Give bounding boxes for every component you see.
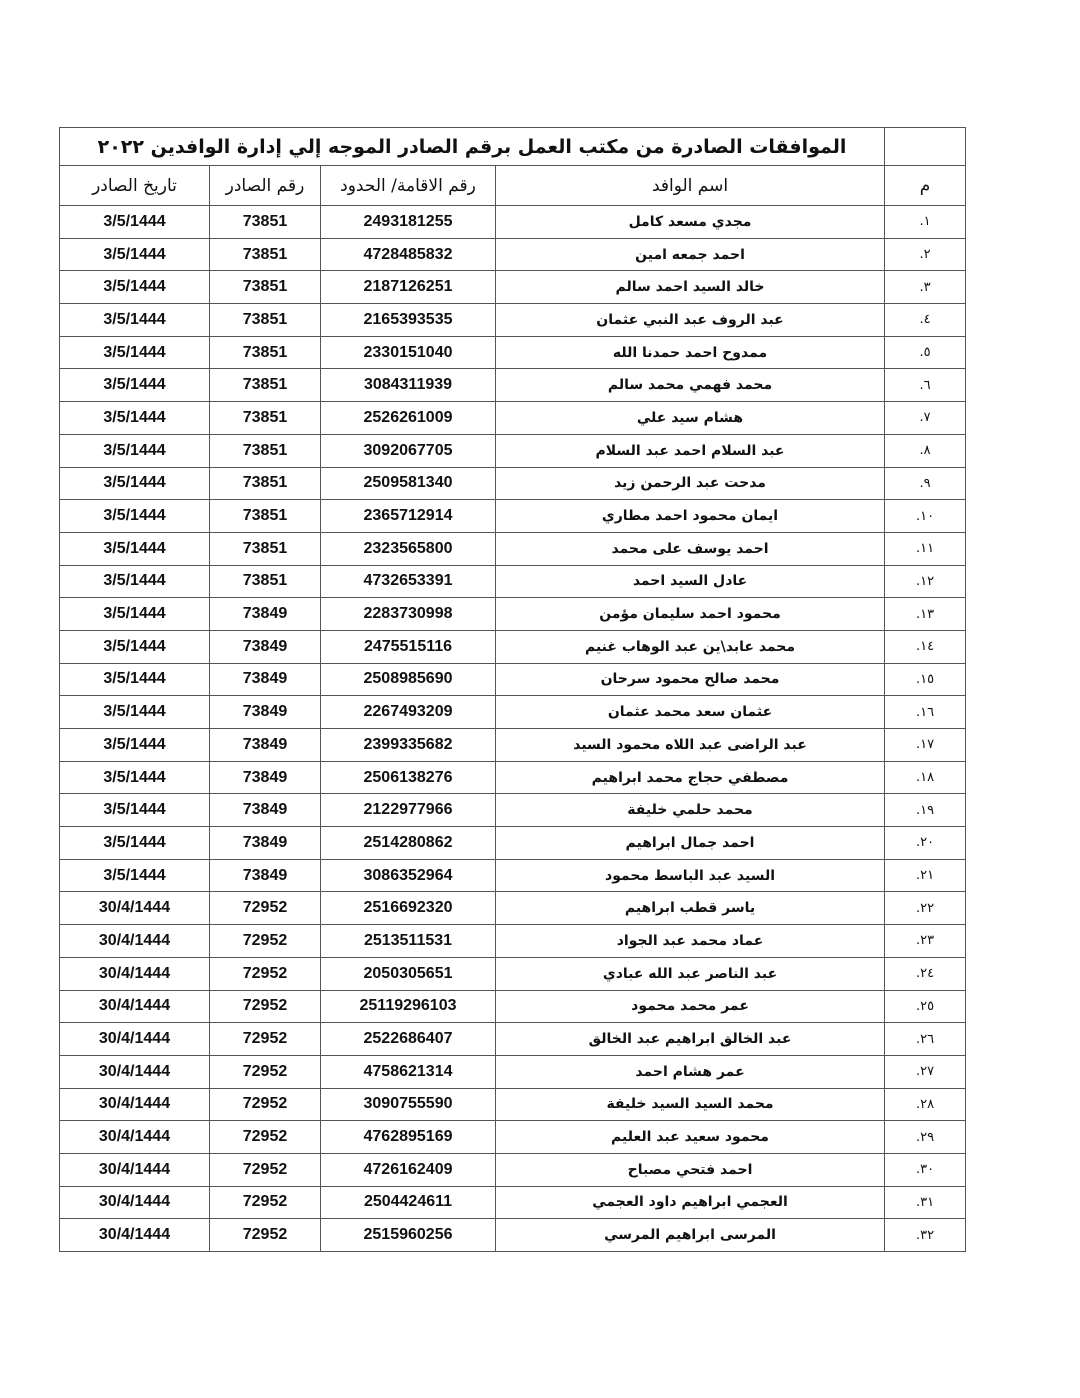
table-row xyxy=(60,467,966,500)
residence-id-cell: 2365712914 xyxy=(321,500,496,533)
table-row xyxy=(60,598,966,631)
header-residence-id: رقم الاقامة/ الحدود xyxy=(321,166,496,206)
residence-id-cell: 2475515116 xyxy=(321,630,496,663)
name-cell: احمد يوسف على محمد xyxy=(496,532,885,565)
table-row xyxy=(60,336,966,369)
index-cell: ٢٤. xyxy=(885,957,966,990)
residence-id-cell: 2506138276 xyxy=(321,761,496,794)
index-cell: ٣٢. xyxy=(885,1219,966,1252)
residence-id-cell: 2165393535 xyxy=(321,304,496,337)
name-cell: خالد السيد احمد سالم xyxy=(496,271,885,304)
table-row xyxy=(60,238,966,271)
name-cell: المرسى ابراهيم المرسي xyxy=(496,1219,885,1252)
issue-number-cell: 73851 xyxy=(210,238,321,271)
index-cell: ١٠. xyxy=(885,500,966,533)
index-cell: ٢٧. xyxy=(885,1055,966,1088)
residence-id-cell: 2516692320 xyxy=(321,892,496,925)
residence-id-cell: 3084311939 xyxy=(321,369,496,402)
name-cell: عمر هشام احمد xyxy=(496,1055,885,1088)
issue-number-cell: 73849 xyxy=(210,696,321,729)
name-cell: مجدي مسعد كامل xyxy=(496,206,885,239)
date-cell: 3/5/1444 xyxy=(60,565,210,598)
index-cell: ٢٢. xyxy=(885,892,966,925)
residence-id-cell: 2515960256 xyxy=(321,1219,496,1252)
approvals-table xyxy=(59,127,966,1252)
name-cell: مدحت عبد الرحمن زيد xyxy=(496,467,885,500)
issue-number-cell: 72952 xyxy=(210,892,321,925)
issue-number-cell: 72952 xyxy=(210,1186,321,1219)
issue-number-cell: 72952 xyxy=(210,1121,321,1154)
index-cell: ١. xyxy=(885,206,966,239)
index-cell: ١٤. xyxy=(885,630,966,663)
name-cell: محمد عابد\ين عبد الوهاب غنيم xyxy=(496,630,885,663)
residence-id-cell: 3086352964 xyxy=(321,859,496,892)
residence-id-cell: 2050305651 xyxy=(321,957,496,990)
date-cell: 30/4/1444 xyxy=(60,990,210,1023)
index-cell: ٢١. xyxy=(885,859,966,892)
table-row xyxy=(60,304,966,337)
residence-id-cell: 3092067705 xyxy=(321,434,496,467)
table-row xyxy=(60,532,966,565)
residence-id-cell: 4758621314 xyxy=(321,1055,496,1088)
name-cell: محمود احمد سليمان مؤمن xyxy=(496,598,885,631)
name-cell: عبد الراضى عبد اللاه محمود السيد xyxy=(496,729,885,762)
index-cell: ١٨. xyxy=(885,761,966,794)
index-cell: ٤. xyxy=(885,304,966,337)
issue-number-cell: 73851 xyxy=(210,336,321,369)
residence-id-cell: 3090755590 xyxy=(321,1088,496,1121)
date-cell: 3/5/1444 xyxy=(60,663,210,696)
date-cell: 3/5/1444 xyxy=(60,598,210,631)
name-cell: عماد محمد عبد الجواد xyxy=(496,925,885,958)
date-cell: 30/4/1444 xyxy=(60,925,210,958)
table-row xyxy=(60,696,966,729)
index-cell: ٣. xyxy=(885,271,966,304)
residence-id-cell: 2513511531 xyxy=(321,925,496,958)
issue-number-cell: 72952 xyxy=(210,1023,321,1056)
issue-number-cell: 72952 xyxy=(210,1219,321,1252)
index-cell: ٢٨. xyxy=(885,1088,966,1121)
name-cell: عثمان سعد محمد عثمان xyxy=(496,696,885,729)
name-cell: احمد جمعه امين xyxy=(496,238,885,271)
residence-id-cell: 4762895169 xyxy=(321,1121,496,1154)
issue-number-cell: 73849 xyxy=(210,827,321,860)
index-cell: ١٩. xyxy=(885,794,966,827)
index-cell: ١٥. xyxy=(885,663,966,696)
table-row xyxy=(60,859,966,892)
issue-number-cell: 73849 xyxy=(210,630,321,663)
issue-number-cell: 73851 xyxy=(210,271,321,304)
index-cell: ٢٩. xyxy=(885,1121,966,1154)
issue-number-cell: 73851 xyxy=(210,402,321,435)
issue-number-cell: 73849 xyxy=(210,663,321,696)
name-cell: محمد فهمي محمد سالم xyxy=(496,369,885,402)
date-cell: 3/5/1444 xyxy=(60,729,210,762)
name-cell: محمد السيد السيد خليفة xyxy=(496,1088,885,1121)
table-row xyxy=(60,1153,966,1186)
residence-id-cell: 2187126251 xyxy=(321,271,496,304)
index-cell: ١٧. xyxy=(885,729,966,762)
date-cell: 30/4/1444 xyxy=(60,1023,210,1056)
date-cell: 30/4/1444 xyxy=(60,892,210,925)
date-cell: 3/5/1444 xyxy=(60,369,210,402)
table-row xyxy=(60,892,966,925)
residence-id-cell: 2122977966 xyxy=(321,794,496,827)
name-cell: محمد حلمي خليفة xyxy=(496,794,885,827)
issue-number-cell: 72952 xyxy=(210,990,321,1023)
residence-id-cell: 2330151040 xyxy=(321,336,496,369)
name-cell: مصطفي حجاج محمد ابراهيم xyxy=(496,761,885,794)
date-cell: 30/4/1444 xyxy=(60,1186,210,1219)
issue-number-cell: 73851 xyxy=(210,500,321,533)
residence-id-cell: 2267493209 xyxy=(321,696,496,729)
header-index: م xyxy=(885,166,966,206)
table-row xyxy=(60,663,966,696)
name-cell: العجمي ابراهيم داود العجمي xyxy=(496,1186,885,1219)
index-cell: ٦. xyxy=(885,369,966,402)
residence-id-cell: 2509581340 xyxy=(321,467,496,500)
date-cell: 3/5/1444 xyxy=(60,696,210,729)
table-row xyxy=(60,827,966,860)
name-cell: عبد الخالق ابراهيم عبد الخالق xyxy=(496,1023,885,1056)
residence-id-cell: 2493181255 xyxy=(321,206,496,239)
issue-number-cell: 73851 xyxy=(210,369,321,402)
date-cell: 3/5/1444 xyxy=(60,761,210,794)
table-row xyxy=(60,1023,966,1056)
issue-number-cell: 73851 xyxy=(210,565,321,598)
date-cell: 3/5/1444 xyxy=(60,859,210,892)
table-row xyxy=(60,1055,966,1088)
table-row xyxy=(60,402,966,435)
residence-id-cell: 2399335682 xyxy=(321,729,496,762)
title-empty-cell xyxy=(885,128,966,166)
date-cell: 3/5/1444 xyxy=(60,630,210,663)
issue-number-cell: 72952 xyxy=(210,1055,321,1088)
index-cell: ١١. xyxy=(885,532,966,565)
header-date: تاريخ الصادر xyxy=(60,166,210,206)
name-cell: احمد جمال ابراهيم xyxy=(496,827,885,860)
table-row xyxy=(60,630,966,663)
issue-number-cell: 73851 xyxy=(210,467,321,500)
index-cell: ٩. xyxy=(885,467,966,500)
date-cell: 3/5/1444 xyxy=(60,336,210,369)
residence-id-cell: 2514280862 xyxy=(321,827,496,860)
residence-id-cell: 2504424611 xyxy=(321,1186,496,1219)
document-title: الموافقات الصادرة من مكتب العمل برقم الصادر الموجه إلي إدارة الوافدين ٢٠٢٢ xyxy=(60,128,885,166)
issue-number-cell: 72952 xyxy=(210,1153,321,1186)
table-row xyxy=(60,271,966,304)
name-cell: ايمان محمود احمد مطاري xyxy=(496,500,885,533)
index-cell: ٢٠. xyxy=(885,827,966,860)
name-cell: محمد صالح محمود سرحان xyxy=(496,663,885,696)
table-row xyxy=(60,729,966,762)
date-cell: 3/5/1444 xyxy=(60,467,210,500)
issue-number-cell: 73849 xyxy=(210,729,321,762)
title-row xyxy=(60,128,966,166)
issue-number-cell: 72952 xyxy=(210,957,321,990)
date-cell: 3/5/1444 xyxy=(60,500,210,533)
issue-number-cell: 73849 xyxy=(210,794,321,827)
table-row xyxy=(60,1219,966,1252)
residence-id-cell: 2323565800 xyxy=(321,532,496,565)
table-row xyxy=(60,565,966,598)
name-cell: محمود سعيد عبد العليم xyxy=(496,1121,885,1154)
issue-number-cell: 73849 xyxy=(210,761,321,794)
table-row xyxy=(60,794,966,827)
header-name: اسم الوافد xyxy=(496,166,885,206)
index-cell: ٢٥. xyxy=(885,990,966,1023)
index-cell: ٣٠. xyxy=(885,1153,966,1186)
index-cell: ٨. xyxy=(885,434,966,467)
index-cell: ٣١. xyxy=(885,1186,966,1219)
issue-number-cell: 72952 xyxy=(210,1088,321,1121)
name-cell: ياسر قطب ابراهيم xyxy=(496,892,885,925)
name-cell: عبد الروف عبد النبي عثمان xyxy=(496,304,885,337)
issue-number-cell: 73851 xyxy=(210,304,321,337)
table-row xyxy=(60,434,966,467)
index-cell: ١٦. xyxy=(885,696,966,729)
issue-number-cell: 73849 xyxy=(210,598,321,631)
issue-number-cell: 72952 xyxy=(210,925,321,958)
table-row xyxy=(60,500,966,533)
residence-id-cell: 2522686407 xyxy=(321,1023,496,1056)
name-cell: عادل السيد احمد xyxy=(496,565,885,598)
issue-number-cell: 73851 xyxy=(210,532,321,565)
issue-number-cell: 73851 xyxy=(210,206,321,239)
index-cell: ٧. xyxy=(885,402,966,435)
date-cell: 3/5/1444 xyxy=(60,304,210,337)
date-cell: 30/4/1444 xyxy=(60,1121,210,1154)
index-cell: ٥. xyxy=(885,336,966,369)
date-cell: 3/5/1444 xyxy=(60,827,210,860)
date-cell: 30/4/1444 xyxy=(60,1055,210,1088)
table-row xyxy=(60,1121,966,1154)
table-row xyxy=(60,1088,966,1121)
issue-number-cell: 73849 xyxy=(210,859,321,892)
header-issue-number: رقم الصادر xyxy=(210,166,321,206)
name-cell: هشام سيد علي xyxy=(496,402,885,435)
date-cell: 3/5/1444 xyxy=(60,402,210,435)
name-cell: السيد عبد الباسط محمود xyxy=(496,859,885,892)
date-cell: 3/5/1444 xyxy=(60,434,210,467)
date-cell: 30/4/1444 xyxy=(60,1088,210,1121)
date-cell: 3/5/1444 xyxy=(60,271,210,304)
residence-id-cell: 2508985690 xyxy=(321,663,496,696)
residence-id-cell: 2526261009 xyxy=(321,402,496,435)
index-cell: ١٢. xyxy=(885,565,966,598)
date-cell: 30/4/1444 xyxy=(60,957,210,990)
name-cell: عبد السلام احمد عبد السلام xyxy=(496,434,885,467)
residence-id-cell: 4726162409 xyxy=(321,1153,496,1186)
table-row xyxy=(60,761,966,794)
name-cell: ممدوح احمد حمدنا الله xyxy=(496,336,885,369)
date-cell: 30/4/1444 xyxy=(60,1219,210,1252)
date-cell: 3/5/1444 xyxy=(60,238,210,271)
table-row xyxy=(60,925,966,958)
index-cell: ٢٣. xyxy=(885,925,966,958)
residence-id-cell: 2283730998 xyxy=(321,598,496,631)
residence-id-cell: 4732653391 xyxy=(321,565,496,598)
table-row xyxy=(60,206,966,239)
index-cell: ١٣. xyxy=(885,598,966,631)
date-cell: 3/5/1444 xyxy=(60,794,210,827)
name-cell: عمر محمد محمود xyxy=(496,990,885,1023)
index-cell: ٢. xyxy=(885,238,966,271)
residence-id-cell: 25119296103 xyxy=(321,990,496,1023)
issue-number-cell: 73851 xyxy=(210,434,321,467)
header-row xyxy=(60,166,966,206)
table-row xyxy=(60,957,966,990)
name-cell: احمد فتحي مصباح xyxy=(496,1153,885,1186)
table-row xyxy=(60,990,966,1023)
date-cell: 3/5/1444 xyxy=(60,532,210,565)
residence-id-cell: 4728485832 xyxy=(321,238,496,271)
date-cell: 3/5/1444 xyxy=(60,206,210,239)
name-cell: عبد الناصر عبد الله عبادي xyxy=(496,957,885,990)
table-row xyxy=(60,1186,966,1219)
date-cell: 30/4/1444 xyxy=(60,1153,210,1186)
index-cell: ٢٦. xyxy=(885,1023,966,1056)
table-row xyxy=(60,369,966,402)
